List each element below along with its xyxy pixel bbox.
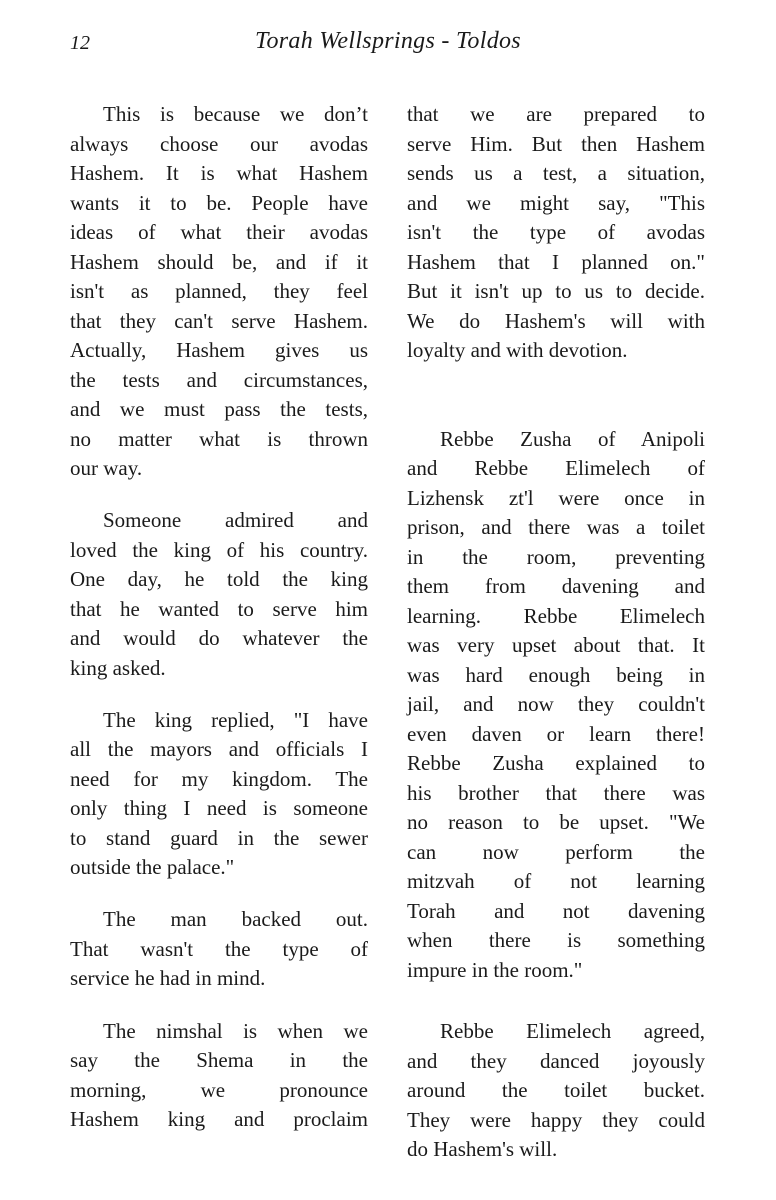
text-line: the tests and circumstances, [70, 367, 368, 392]
paragraph [70, 706, 368, 883]
text-line: no matter what is thrown [70, 426, 368, 451]
text-line: no reason to be upset. "We [407, 810, 705, 834]
text-line: loyalty and with devotion. [407, 338, 628, 362]
text-line: sends us a test, a situation, [407, 161, 705, 185]
text-line: that they can't serve Hashem. [70, 308, 368, 333]
text-line: One day, he told the king [70, 567, 368, 591]
text-line: serve Him. But then Hashem [407, 131, 705, 156]
text-line: was very upset about that. It [407, 633, 705, 657]
text-line: isn't as planned, they feel [70, 279, 368, 303]
text-line: that he wanted to serve him [70, 596, 368, 621]
text-line: But it isn't up to us to decide. [407, 279, 705, 303]
text-line: need for my kingdom. The [70, 766, 368, 791]
text-line: Hashem should be, and if it [70, 249, 368, 274]
text-line: jail, and now they couldn't [407, 692, 705, 716]
text-line: and we might say, "This [407, 190, 705, 215]
text-line: ideas of what their avodas [70, 220, 368, 244]
text-line: that we are prepared to [407, 102, 705, 126]
paragraph [70, 506, 368, 683]
text-line: The king replied, "I have [103, 707, 368, 732]
text-line: impure in the room." [407, 957, 583, 982]
text-line: isn't the type of avodas [407, 220, 705, 244]
text-line: Rebbe Zusha of Anipoli [440, 426, 705, 451]
text-line: and they danced joyously [407, 1048, 705, 1073]
text-line: Someone admired and [103, 508, 368, 532]
text-line: That wasn't the type of [70, 936, 368, 961]
left-column [70, 100, 368, 1135]
text-line: learning. Rebbe Elimelech [407, 603, 705, 628]
text-line: and would do whatever the [70, 626, 368, 650]
paragraph [407, 425, 705, 986]
text-line: outside the palace." [70, 855, 235, 879]
text-line: our way. [70, 456, 143, 480]
text-line: The nimshal is when we [103, 1018, 368, 1043]
paragraph [407, 1017, 705, 1165]
paragraph [407, 100, 705, 366]
text-line: mitzvah of not learning [407, 869, 705, 893]
text-line: prison, and there was a toilet [407, 515, 705, 539]
text-line: was hard enough being in [407, 662, 705, 687]
text-line: This is because we don’t [103, 102, 368, 126]
text-line: service he had in mind. [70, 966, 266, 990]
text-line: Lizhensk zt'l were once in [407, 485, 705, 510]
text-line: and we must pass the tests, [70, 397, 368, 421]
text-line: loved the king of his country. [70, 537, 368, 562]
text-line: The man backed out. [103, 907, 368, 931]
right-column [407, 100, 705, 1165]
text-line: Rebbe Elimelech agreed, [440, 1019, 705, 1043]
text-line: Hashem. It is what Hashem [70, 161, 368, 185]
text-line: We do Hashem's will with [407, 308, 705, 333]
paragraph [70, 905, 368, 994]
text-line: Hashem king and proclaim [70, 1107, 368, 1131]
text-line: only thing I need is someone [70, 796, 368, 820]
running-title: Torah Wellsprings - Toldos [255, 28, 521, 54]
text-line: to stand guard in the sewer [70, 825, 368, 850]
text-line: Hashem that I planned on." [407, 249, 705, 274]
text-line: in the room, preventing [407, 544, 705, 569]
text-line: always choose our avodas [70, 131, 368, 156]
paragraph [70, 1017, 368, 1135]
text-line: when there is something [407, 928, 705, 952]
text-line: Torah and not davening [407, 898, 705, 923]
text-line: them from davening and [407, 574, 705, 598]
text-line: even daven or learn there! [407, 721, 705, 746]
text-line: can now perform the [407, 839, 705, 864]
paragraph [70, 100, 368, 484]
text-line: say the Shema in the [70, 1048, 368, 1072]
text-line: all the mayors and officials I [70, 737, 368, 761]
text-line: king asked. [70, 655, 166, 680]
page-number: 12 [70, 32, 90, 54]
text-line: morning, we pronounce [70, 1077, 368, 1102]
text-line: Rebbe Zusha explained to [407, 751, 705, 775]
text-line: and Rebbe Elimelech of [407, 456, 705, 480]
text-line: They were happy they could [407, 1107, 705, 1132]
text-line: his brother that there was [407, 780, 705, 805]
text-line: wants it to be. People have [70, 190, 368, 215]
text-line: do Hashem's will. [407, 1137, 558, 1161]
text-line: Actually, Hashem gives us [70, 338, 368, 362]
text-line: around the toilet bucket. [407, 1078, 705, 1102]
